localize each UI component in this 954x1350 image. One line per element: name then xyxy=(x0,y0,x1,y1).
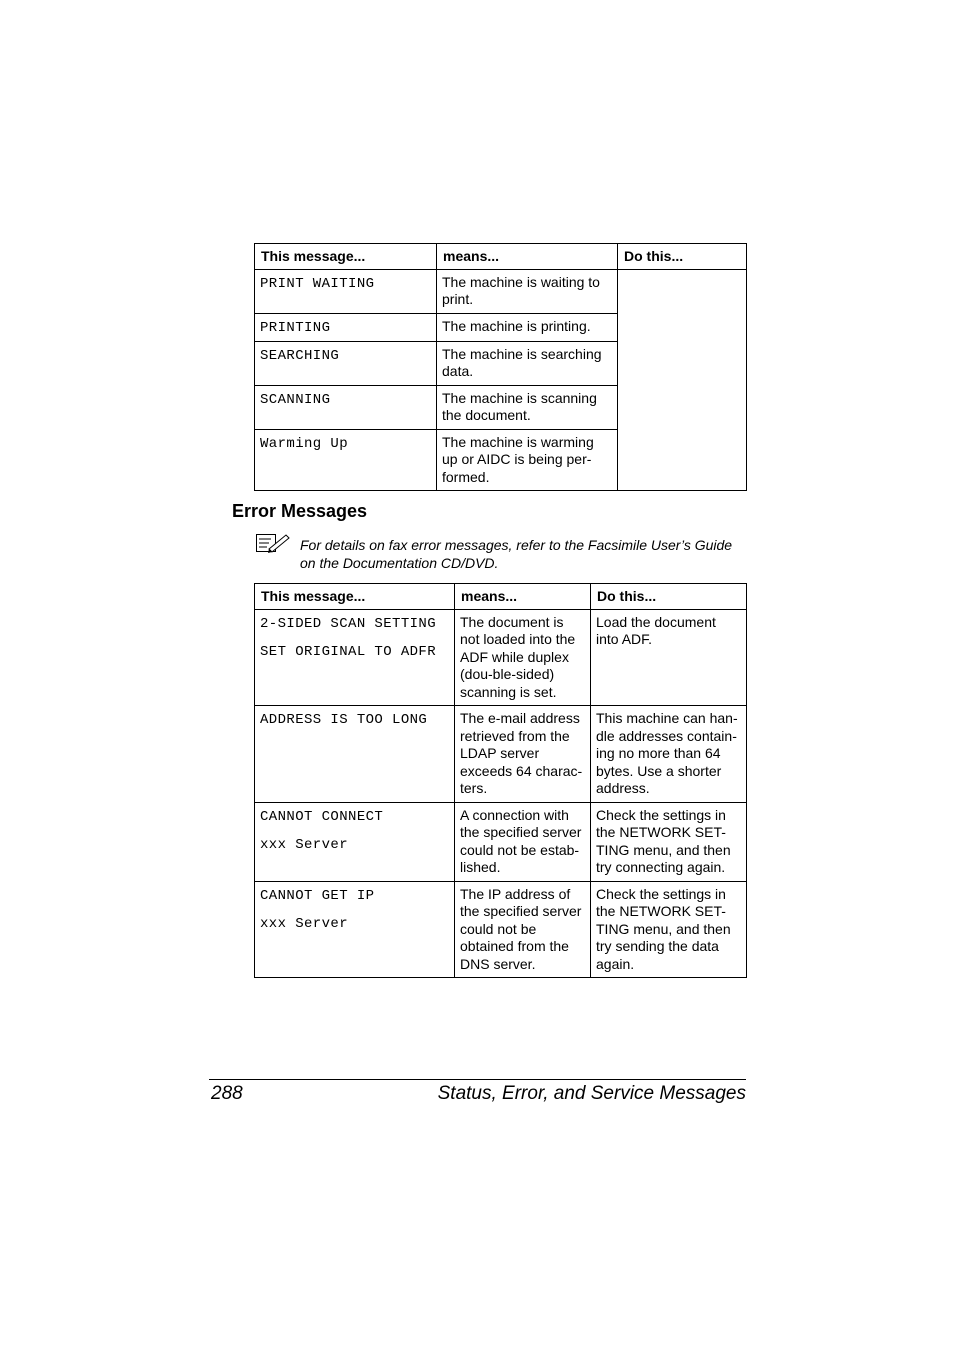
message-meaning: The machine is searching data. xyxy=(437,341,618,385)
table-row xyxy=(255,881,747,978)
column-header-means: means... xyxy=(455,584,591,610)
message-code xyxy=(255,881,455,978)
message-code xyxy=(255,706,455,803)
message-code xyxy=(255,609,455,706)
message-code-line1: 2-SIDED SCAN SETTING xyxy=(260,615,437,632)
message-action: Check the settings in the NETWORK SET-TING menu, and then try sending the data again. xyxy=(591,881,747,978)
message-code-line2: SET ORIGINAL TO ADFR xyxy=(260,643,437,660)
message-action: Load the document into ADF. xyxy=(591,609,747,706)
table-row xyxy=(255,269,747,313)
message-meaning: The machine is warming up or AIDC is being per-formed. xyxy=(437,429,618,491)
message-code-line1: CANNOT CONNECT xyxy=(260,808,384,825)
note-pencil-icon xyxy=(255,531,291,555)
section-heading: Error Messages xyxy=(232,501,368,521)
table-header-row xyxy=(255,244,747,270)
message-meaning: The IP address of the specified server could not be obtained from the DNS server. xyxy=(455,881,591,978)
message-code-line2: xxx Server xyxy=(260,836,349,853)
message-code: SEARCHING xyxy=(255,341,437,385)
column-header-message: This message... xyxy=(255,584,455,610)
note-text: For details on fax error messages, refer to the Facsimile User’s Guide on the Documentation CD/DVD. xyxy=(300,537,733,571)
column-header-do-this: Do this... xyxy=(591,584,747,610)
column-header-message: This message... xyxy=(255,244,437,270)
column-header-means: means... xyxy=(437,244,618,270)
page-number: 288 xyxy=(211,1083,243,1104)
message-meaning: The machine is scanning the document. xyxy=(437,385,618,429)
message-meaning: The e-mail address retrieved from the LDAP server exceeds 64 charac-ters. xyxy=(455,706,591,803)
status-message-table xyxy=(254,243,747,491)
message-action: Check the settings in the NETWORK SET-TING menu, and then try connecting again. xyxy=(591,802,747,881)
error-message-table xyxy=(254,583,747,978)
message-code: Warming Up xyxy=(255,429,437,491)
message-meaning: A connection with the specified server could not be estab-lished. xyxy=(455,802,591,881)
table-row xyxy=(255,802,747,881)
message-code: PRINTING xyxy=(255,313,437,341)
message-code: SCANNING xyxy=(255,385,437,429)
message-meaning: The machine is waiting to print. xyxy=(437,269,618,313)
column-header-do-this: Do this... xyxy=(618,244,747,270)
message-action xyxy=(618,269,747,491)
message-code: PRINT WAITING xyxy=(255,269,437,313)
table-row xyxy=(255,706,747,803)
table-row xyxy=(255,609,747,706)
message-code xyxy=(255,802,455,881)
message-action: This machine can han-dle addresses contain-ing no more than 64 bytes. Use a shorter address. xyxy=(591,706,747,803)
message-code-line1: CANNOT GET IP xyxy=(260,887,375,904)
message-code-line2: xxx Server xyxy=(260,915,349,932)
message-meaning: The document is not loaded into the ADF while duplex (dou-ble-sided) scanning is set. xyxy=(455,609,591,706)
message-code-line1: ADDRESS IS TOO LONG xyxy=(260,712,428,728)
table-header-row xyxy=(255,584,747,610)
footer-section-title: Status, Error, and Service Messages xyxy=(437,1083,746,1104)
footer-divider xyxy=(209,1079,746,1080)
message-meaning: The machine is printing. xyxy=(437,313,618,341)
